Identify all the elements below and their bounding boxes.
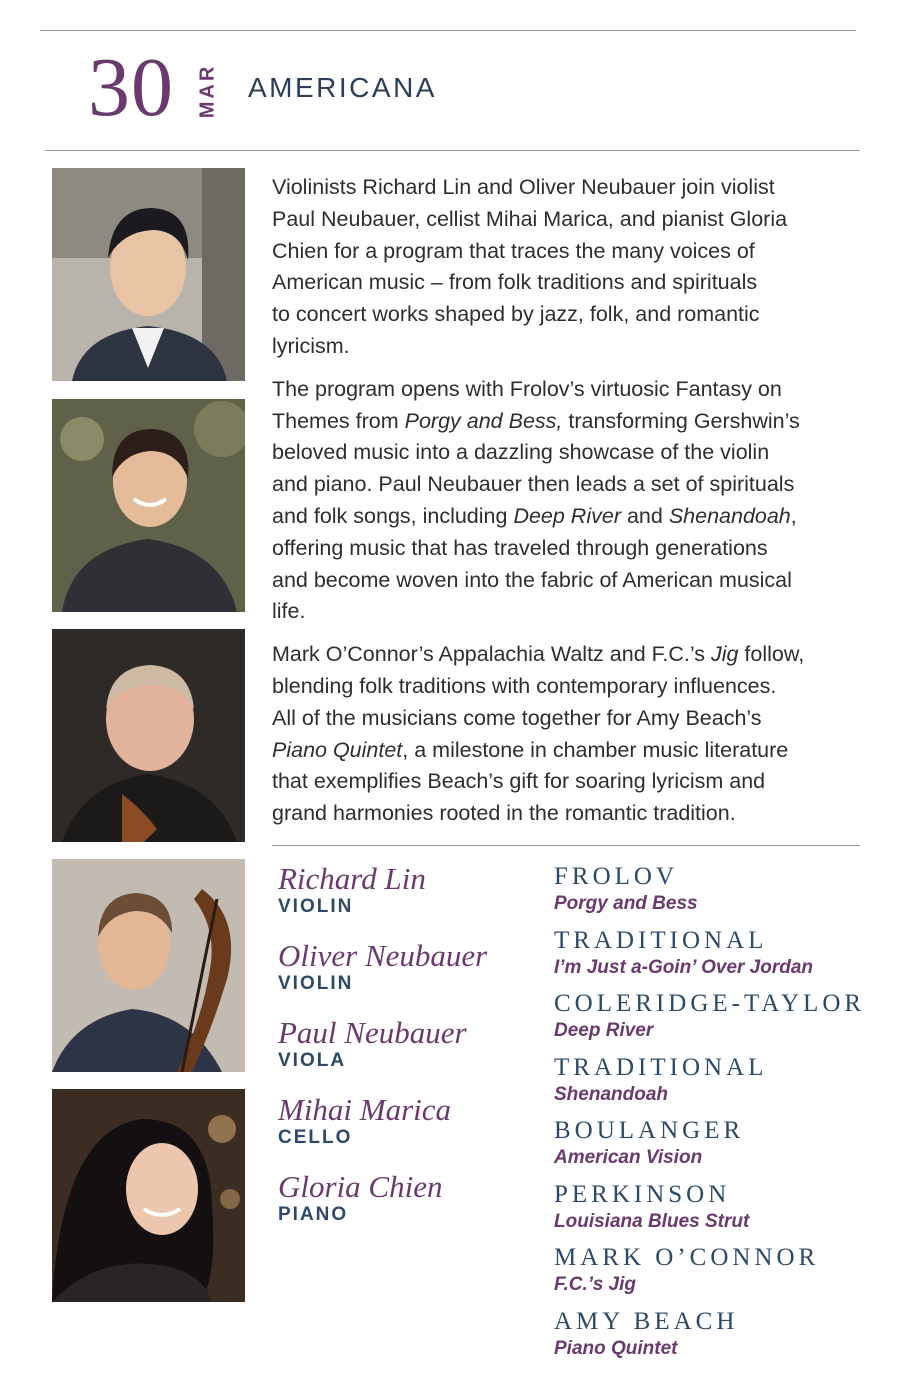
top-divider (40, 30, 856, 31)
program-item (554, 1307, 894, 1371)
artist-name: Oliver Neubauer (278, 938, 488, 973)
artist-name: Mihai Marica (278, 1092, 452, 1127)
desc-text: follow, (738, 642, 805, 667)
concert-title: AMERICANA (248, 72, 437, 103)
desc-italic-title: Shenandoah (668, 503, 791, 528)
artist-item (278, 1170, 518, 1247)
composer-name: TRADITIONAL (554, 1053, 768, 1081)
description-paragraph-1 (272, 172, 872, 363)
desc-line: The program opens with Frolov’s virtuosic Fantasy on (272, 376, 782, 401)
work-title: Porgy and Bess (554, 893, 698, 914)
artist-instrument: PIANO (278, 1204, 349, 1225)
program-item (554, 926, 894, 990)
desc-line: Paul Neubauer, cellist Mihai Marica, and pianist Gloria (272, 206, 788, 231)
composer-name: MARK O’CONNOR (554, 1244, 820, 1271)
artist-instrument: VIOLIN (278, 973, 354, 994)
artist-instrument: VIOLIN (278, 896, 354, 917)
work-title: Louisiana Blues Strut (554, 1210, 750, 1232)
desc-line: blending folk traditions with contemporary influences. (272, 673, 777, 698)
artist-name: Paul Neubauer (278, 1015, 467, 1050)
desc-line: to concert works shaped by jazz, folk, and romantic (272, 302, 760, 327)
artist-item (278, 862, 518, 939)
desc-line: American music – from folk traditions and spirituals (272, 270, 758, 295)
work-title: American Vision (554, 1147, 703, 1168)
composer-name: AMY BEACH (554, 1307, 739, 1335)
desc-text: , a milestone in chamber music literature (402, 737, 789, 762)
desc-text: Themes from (272, 408, 405, 433)
work-title: F.C.’s Jig (554, 1274, 637, 1295)
desc-line: offering music that has traveled through generations (272, 535, 768, 560)
desc-italic-title: Piano Quintet (272, 737, 403, 762)
work-title: Deep River (554, 1020, 654, 1041)
desc-text: Mark O’Connor’s Appalachia Waltz and F.C.’s (272, 642, 711, 667)
artist-item (278, 939, 518, 1016)
portrait-gloria-chien (52, 1089, 245, 1302)
portrait-richard-lin (52, 168, 245, 381)
program-item (554, 862, 894, 926)
desc-line: and become woven into the fabric of American musical (272, 567, 792, 592)
desc-line: grand harmonies rooted in the romantic tradition. (272, 801, 736, 826)
work-title: Shenandoah (554, 1083, 669, 1105)
portrait-mihai-marica (52, 859, 245, 1072)
desc-line: life. (272, 599, 306, 624)
program-item (554, 1243, 894, 1307)
composer-name: COLERIDGE-TAYLOR (554, 990, 866, 1017)
artist-instrument: CELLO (278, 1127, 353, 1148)
portrait-paul-neubauer (52, 629, 245, 842)
desc-line: Chien for a program that traces the many voices of (272, 238, 755, 263)
desc-text: and folk songs, including (272, 503, 514, 528)
program-item (554, 1180, 894, 1244)
composer-name: PERKINSON (554, 1180, 731, 1208)
concert-month (190, 58, 226, 124)
desc-line: and piano. Paul Neubauer then leads a set of spirituals (272, 472, 795, 497)
concert-day: 30 (88, 41, 174, 134)
desc-line: beloved music into a dazzling showcase of the violin (272, 440, 770, 465)
concert-month-label: MAR (196, 63, 219, 119)
work-title: I’m Just a-Goin’ Over Jordan (554, 956, 814, 978)
artist-name: Richard Lin (278, 861, 426, 896)
desc-line: that exemplifies Beach’s gift for soaring lyricism and (272, 769, 766, 794)
desc-line: lyricism. (272, 333, 350, 358)
program-item (554, 989, 894, 1053)
description-paragraph-2 (272, 374, 872, 628)
program-list (554, 862, 894, 1370)
program-item (554, 1053, 894, 1117)
composer-name: TRADITIONAL (554, 926, 768, 954)
artist-item (278, 1093, 518, 1170)
work-title: Piano Quintet (554, 1337, 678, 1359)
program-description (272, 172, 872, 841)
desc-line: Violinists Richard Lin and Oliver Neubauer join violist (272, 175, 775, 199)
composer-name: FROLOV (554, 863, 679, 890)
header-divider (45, 150, 860, 151)
artist-instrument: VIOLA (278, 1050, 347, 1071)
desc-italic-title: Jig (710, 642, 739, 667)
composer-name: BOULANGER (554, 1117, 745, 1144)
artist-name: Gloria Chien (278, 1169, 443, 1204)
desc-italic-title: Porgy and Bess, (404, 408, 563, 433)
desc-text: and (620, 503, 669, 528)
desc-line: All of the musicians come together for Amy Beach’s (272, 705, 762, 730)
portrait-oliver-neubauer (52, 399, 245, 612)
program-item (554, 1116, 894, 1180)
desc-italic-title: Deep River (513, 503, 621, 528)
artist-list (278, 862, 518, 1247)
artist-item (278, 1016, 518, 1093)
desc-text: transforming Gershwin’s (562, 408, 800, 433)
program-divider (272, 845, 860, 846)
description-paragraph-3 (272, 639, 872, 830)
desc-text: , (790, 503, 797, 528)
